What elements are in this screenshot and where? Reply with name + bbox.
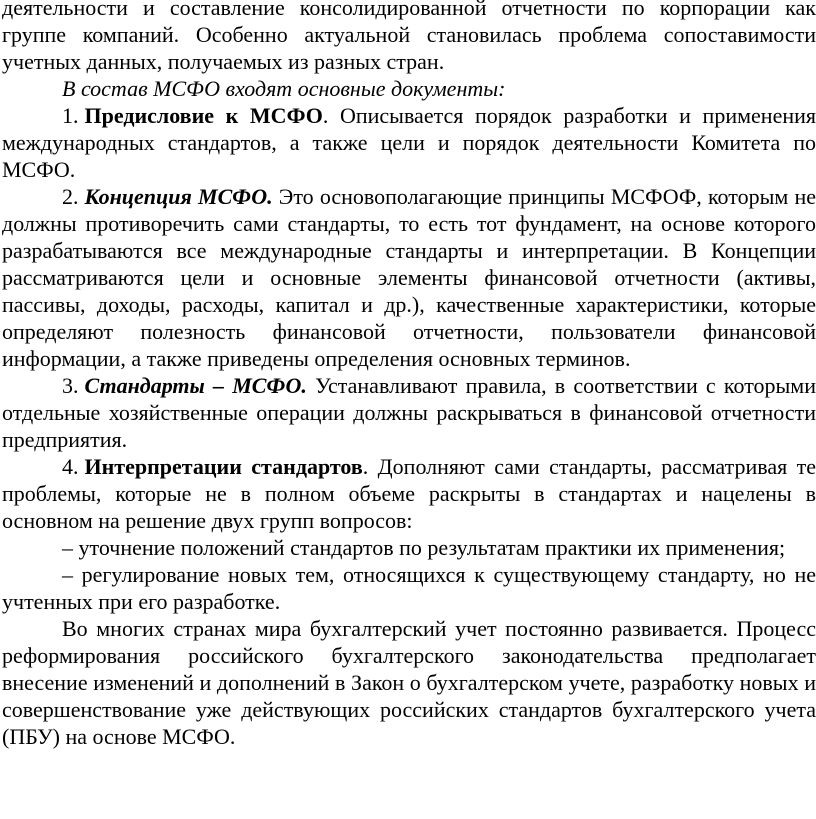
list-item-title: Стандарты – МСФО. (84, 373, 307, 398)
list-item-standards (2, 372, 816, 453)
list-number: 4. (62, 454, 79, 479)
list-item-title: Концепция МСФО. (84, 184, 273, 209)
list-item-preface (2, 102, 816, 183)
list-item-text: . Описывается порядок разработки и применения международных стандартов, а также цели и порядок деятельности Комитета по МСФО. (2, 103, 816, 182)
list-item-concept (2, 183, 816, 372)
list-item-title: Интерпретации стандартов (84, 454, 363, 479)
list-item-title: Предисловие к МСФО (84, 103, 323, 128)
list-item-text: Устанавливают правила, в соответствии с которыми отдельные хозяйственные операции должны раскрываться в финансовой отчетности предприятия. (2, 373, 816, 452)
closing-paragraph: Во многих странах мира бухгалтерский учет постоянно развивается. Процесс реформирования российского бухгалтерского законодательства предполагает внесение изменений и дополнений в Закон о бухгалтерском учете, разработку новых и совершенствование уже действующих российских стандартов бухгалтерского учета (ПБУ) на основе МСФО. (2, 616, 816, 749)
list-number: 1. (62, 103, 79, 128)
list-item-text: . Дополняют сами стандарты, рассматривая те проблемы, которые не в полном объеме раскрыты в стандартах и нацелены в основном на решение двух групп вопросов: (2, 454, 816, 533)
list-item-interpretations (2, 453, 816, 534)
paragraph-continuation: деятельности и составление консолидированной отчетности по корпорации как группе компаний. Особенно актуальной становилась проблема сопоставимости учетных данных, получаемых из разных стран. (2, 0, 816, 74)
list-item-text: Это основополагающие принципы МСФОФ, которым не должны противоречить сами стандарты, то есть тот фундамент, на основе которого разрабатываются все международные стандарты и интерпретации. В Концепции рассматриваются цели и основные элементы финансовой отчетности (активы, пассивы, доходы, расходы, капитал и др.), качественные характеристики, которые определяют полезность финансовой отчетности, пользователи финансовой информации, а также приведены определения основных терминов. (2, 184, 816, 371)
dash-item-regulation: – регулирование новых тем, относящихся к существующему стандарту, но не учтенных при его разработке. (2, 562, 816, 614)
list-number: 2. (62, 184, 79, 209)
list-number: 3. (62, 373, 79, 398)
documents-intro: В состав МСФО входят основные документы: (62, 76, 506, 101)
dash-item-clarification: – уточнение положений стандартов по результатам практики их применения; (62, 535, 786, 560)
